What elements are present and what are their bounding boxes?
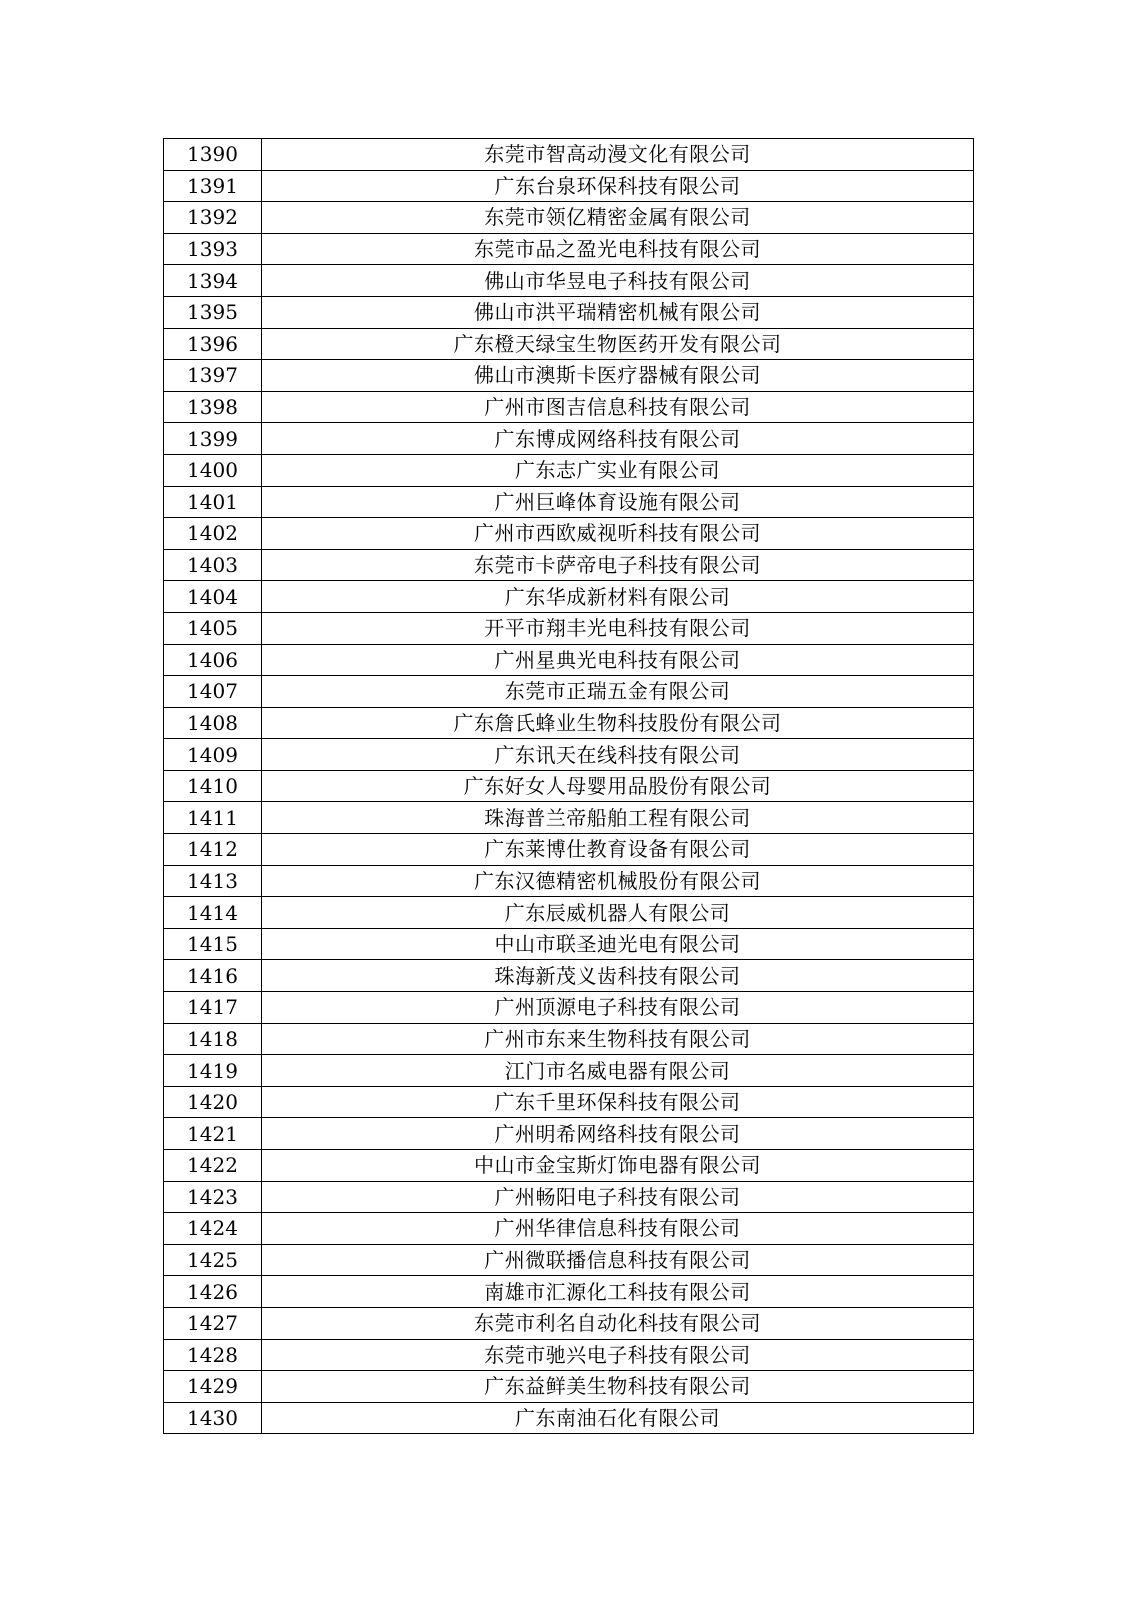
row-number-cell: 1403 (164, 549, 262, 581)
company-name-cell: 广东志广实业有限公司 (262, 454, 974, 486)
table-row (164, 1086, 974, 1118)
row-number-cell: 1409 (164, 739, 262, 771)
company-name-cell: 广州明希网络科技有限公司 (262, 1118, 974, 1150)
company-name-cell: 广东橙天绿宝生物医药开发有限公司 (262, 328, 974, 360)
company-name-cell: 广州星典光电科技有限公司 (262, 644, 974, 676)
row-number-cell: 1394 (164, 265, 262, 297)
company-name-cell: 广州顶源电子科技有限公司 (262, 992, 974, 1024)
row-number-cell: 1408 (164, 707, 262, 739)
company-name-cell: 佛山市洪平瑞精密机械有限公司 (262, 296, 974, 328)
table-row (164, 1150, 974, 1182)
table-row (164, 1402, 974, 1434)
row-number-cell: 1428 (164, 1339, 262, 1371)
table-row (164, 992, 974, 1024)
table-row (164, 328, 974, 360)
table-row (164, 1339, 974, 1371)
table-row (164, 391, 974, 423)
table-row (164, 233, 974, 265)
table-row (164, 676, 974, 708)
row-number-cell: 1416 (164, 960, 262, 992)
row-number-cell: 1404 (164, 581, 262, 613)
row-number-cell: 1418 (164, 1023, 262, 1055)
company-name-cell: 广东莱博仕教育设备有限公司 (262, 834, 974, 866)
row-number-cell: 1415 (164, 928, 262, 960)
table-row (164, 1055, 974, 1087)
row-number-cell: 1425 (164, 1244, 262, 1276)
row-number-cell: 1417 (164, 992, 262, 1024)
row-number-cell: 1420 (164, 1086, 262, 1118)
company-name-cell: 东莞市品之盈光电科技有限公司 (262, 233, 974, 265)
company-name-cell: 东莞市领亿精密金属有限公司 (262, 202, 974, 234)
row-number-cell: 1421 (164, 1118, 262, 1150)
company-name-cell: 东莞市智高动漫文化有限公司 (262, 139, 974, 171)
company-name-cell: 开平市翔丰光电科技有限公司 (262, 612, 974, 644)
table-row (164, 897, 974, 929)
company-name-cell: 南雄市汇源化工科技有限公司 (262, 1276, 974, 1308)
company-name-cell: 广州巨峰体育设施有限公司 (262, 486, 974, 518)
table-row (164, 802, 974, 834)
company-name-cell: 江门市名威电器有限公司 (262, 1055, 974, 1087)
company-name-cell: 广东好女人母婴用品股份有限公司 (262, 770, 974, 802)
table-row (164, 1371, 974, 1403)
table-row (164, 1213, 974, 1245)
company-name-cell: 广东台泉环保科技有限公司 (262, 170, 974, 202)
table-row (164, 1276, 974, 1308)
table-row (164, 486, 974, 518)
table-row (164, 1118, 974, 1150)
row-number-cell: 1405 (164, 612, 262, 644)
row-number-cell: 1429 (164, 1371, 262, 1403)
table-row (164, 770, 974, 802)
row-number-cell: 1427 (164, 1307, 262, 1339)
row-number-cell: 1419 (164, 1055, 262, 1087)
company-name-cell: 广东华成新材料有限公司 (262, 581, 974, 613)
table-row (164, 265, 974, 297)
row-number-cell: 1423 (164, 1181, 262, 1213)
company-name-cell: 广东汉德精密机械股份有限公司 (262, 865, 974, 897)
company-name-cell: 广州华律信息科技有限公司 (262, 1213, 974, 1245)
table-row (164, 865, 974, 897)
company-name-cell: 佛山市澳斯卡医疗器械有限公司 (262, 360, 974, 392)
company-table-body (164, 139, 974, 1434)
table-row (164, 1307, 974, 1339)
company-name-cell: 广州市东来生物科技有限公司 (262, 1023, 974, 1055)
row-number-cell: 1410 (164, 770, 262, 802)
row-number-cell: 1393 (164, 233, 262, 265)
company-name-cell: 中山市金宝斯灯饰电器有限公司 (262, 1150, 974, 1182)
row-number-cell: 1396 (164, 328, 262, 360)
table-row (164, 834, 974, 866)
table-row (164, 644, 974, 676)
company-name-cell: 佛山市华昱电子科技有限公司 (262, 265, 974, 297)
company-name-cell: 广东南油石化有限公司 (262, 1402, 974, 1434)
row-number-cell: 1398 (164, 391, 262, 423)
row-number-cell: 1430 (164, 1402, 262, 1434)
table-row (164, 518, 974, 550)
table-row (164, 360, 974, 392)
row-number-cell: 1392 (164, 202, 262, 234)
company-name-cell: 广州畅阳电子科技有限公司 (262, 1181, 974, 1213)
table-row (164, 423, 974, 455)
company-name-cell: 广东辰威机器人有限公司 (262, 897, 974, 929)
row-number-cell: 1426 (164, 1276, 262, 1308)
row-number-cell: 1395 (164, 296, 262, 328)
company-name-cell: 广东千里环保科技有限公司 (262, 1086, 974, 1118)
row-number-cell: 1411 (164, 802, 262, 834)
table-row (164, 296, 974, 328)
table-row (164, 1023, 974, 1055)
company-name-cell: 东莞市驰兴电子科技有限公司 (262, 1339, 974, 1371)
company-table (163, 138, 974, 1434)
table-row (164, 612, 974, 644)
row-number-cell: 1402 (164, 518, 262, 550)
row-number-cell: 1414 (164, 897, 262, 929)
company-name-cell: 珠海新茂义齿科技有限公司 (262, 960, 974, 992)
table-row (164, 707, 974, 739)
company-name-cell: 珠海普兰帝船舶工程有限公司 (262, 802, 974, 834)
row-number-cell: 1397 (164, 360, 262, 392)
table-row (164, 170, 974, 202)
company-name-cell: 东莞市正瑞五金有限公司 (262, 676, 974, 708)
company-name-cell: 广东讯天在线科技有限公司 (262, 739, 974, 771)
company-name-cell: 广东博成网络科技有限公司 (262, 423, 974, 455)
table-row (164, 1244, 974, 1276)
company-name-cell: 广东益鲜美生物科技有限公司 (262, 1371, 974, 1403)
row-number-cell: 1401 (164, 486, 262, 518)
company-name-cell: 东莞市卡萨帝电子科技有限公司 (262, 549, 974, 581)
table-row (164, 1181, 974, 1213)
row-number-cell: 1406 (164, 644, 262, 676)
company-name-cell: 广州市西欧威视听科技有限公司 (262, 518, 974, 550)
table-row (164, 739, 974, 771)
row-number-cell: 1424 (164, 1213, 262, 1245)
company-name-cell: 广州微联播信息科技有限公司 (262, 1244, 974, 1276)
company-name-cell: 中山市联圣迪光电有限公司 (262, 928, 974, 960)
row-number-cell: 1391 (164, 170, 262, 202)
row-number-cell: 1390 (164, 139, 262, 171)
table-row (164, 549, 974, 581)
company-name-cell: 广州市图吉信息科技有限公司 (262, 391, 974, 423)
table-row (164, 139, 974, 171)
row-number-cell: 1422 (164, 1150, 262, 1182)
table-row (164, 581, 974, 613)
row-number-cell: 1400 (164, 454, 262, 486)
row-number-cell: 1413 (164, 865, 262, 897)
row-number-cell: 1399 (164, 423, 262, 455)
table-row (164, 928, 974, 960)
company-name-cell: 东莞市利名自动化科技有限公司 (262, 1307, 974, 1339)
row-number-cell: 1412 (164, 834, 262, 866)
table-row (164, 960, 974, 992)
table-row (164, 454, 974, 486)
table-row (164, 202, 974, 234)
row-number-cell: 1407 (164, 676, 262, 708)
company-name-cell: 广东詹氏蜂业生物科技股份有限公司 (262, 707, 974, 739)
